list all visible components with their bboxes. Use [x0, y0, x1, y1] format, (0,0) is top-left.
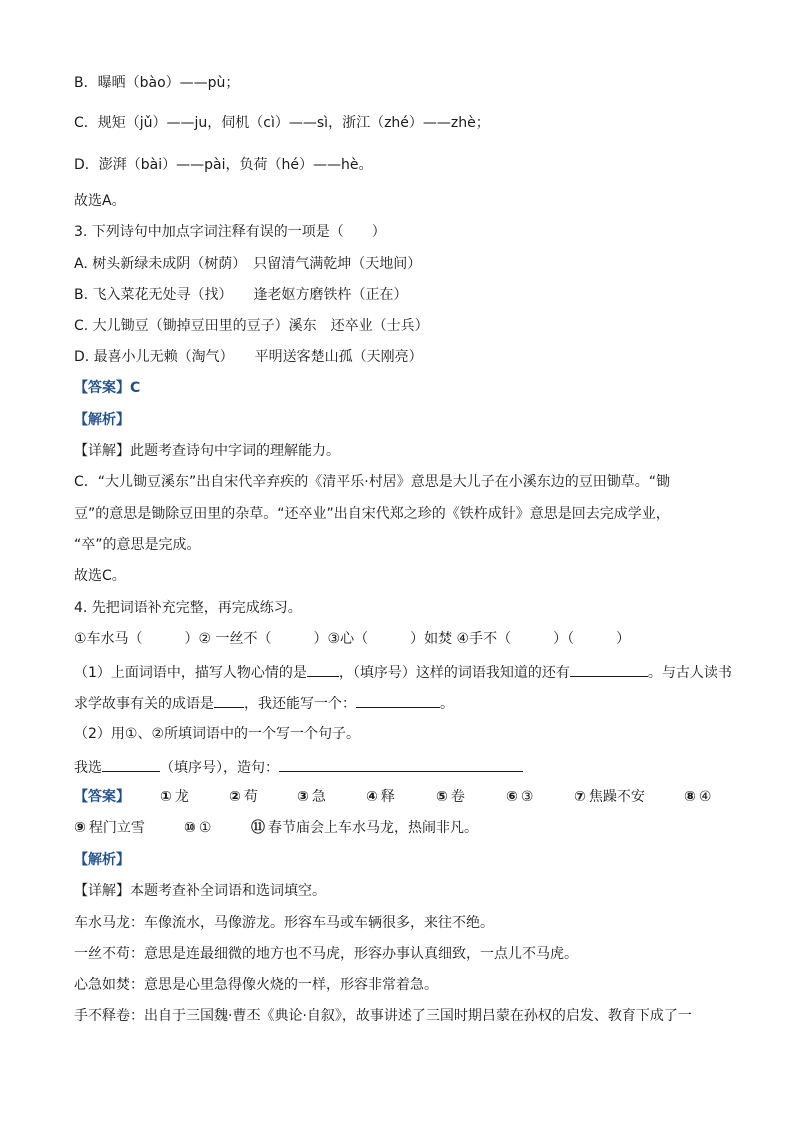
text-line: B．曝晒（bào）——pù； [74, 75, 240, 91]
blank-field [279, 756, 523, 772]
question-3: 3. 下列诗句中加点字词注释有误的一项是（ ） [74, 224, 386, 240]
answer-item: ⑦ 焦躁不安 [574, 789, 645, 805]
blank-field [570, 661, 648, 677]
answer-item: ② 苟 [229, 789, 258, 805]
text-line: C．“大儿锄豆溪东”出自宋代辛弃疾的《清平乐·村居》意思是大儿子在小溪东边的豆田锄草。“锄 [74, 474, 670, 490]
text-line: C．规矩（jǔ）——ju，伺机（cì）——sì，浙江（zhé）——zhè； [74, 115, 490, 131]
text-line: 豆”的意思是锄除豆田里的杂草。“还卒业”出自宋代郑之珍的《铁杵成针》意思是回去完成学业， [74, 506, 670, 522]
blank-field [307, 661, 339, 677]
fill-words: ①车水马（ ）② 一丝不（ ）③心（ ）如焚 ④手不（ ）（ ） [74, 631, 631, 647]
blank-field [214, 692, 244, 708]
answer-row-1 [74, 787, 712, 807]
q2-text: （填序号），造句： [160, 760, 279, 776]
q1-text: 。与古人读书 [647, 665, 732, 681]
q1-text: ，我还能写一个： [244, 696, 356, 712]
answer-label: 【答案】C [74, 380, 141, 396]
q1-text: （1）上面词语中，描写人物心情的是 [74, 665, 307, 681]
text-line: 故选C。 [74, 568, 126, 584]
analysis-line: 车水马龙：车像流水，马像游龙。形容车马或车辆很多，来往不绝。 [74, 915, 494, 931]
answer-item: ④ 释 [366, 789, 395, 805]
option-d: D. 最喜小儿无赖（淘气） 平明送客楚山孤（天刚亮） [74, 349, 423, 365]
analysis-line: 一丝不苟：意思是连最细微的地方也不马虎，形容办事认真细致，一点儿不马虎。 [74, 946, 578, 962]
option-a: A. 树头新绿未成阴（树荫） 只留清气满乾坤（天地间） [74, 256, 422, 272]
q1-text: 。 [440, 696, 454, 712]
answer-item: ① 龙 [160, 789, 189, 805]
q1-line-1 [74, 661, 732, 683]
answer-item: ⑨ 程门立雪 [74, 820, 145, 836]
q1-text: 求学故事有关的成语是 [74, 696, 214, 712]
option-c: C. 大儿锄豆（锄掉豆田里的豆子）溪东 还卒业（士兵） [74, 318, 429, 334]
answer-item: ③ 急 [297, 789, 326, 805]
q1-line-2 [74, 692, 454, 714]
answer-item: ⑤ 卷 [436, 789, 465, 805]
answer-item: ⑪ 春节庙会上车水马龙，热闹非凡。 [251, 820, 478, 836]
blank-field [102, 756, 160, 772]
analysis-line: 心急如焚：意思是心里急得像火烧的一样，形容非常着急。 [74, 977, 438, 993]
analysis-label: 【解析】 [74, 412, 130, 428]
answer-item: ⑥ ③ [506, 789, 534, 805]
answer-label: 【答案】 [74, 789, 130, 805]
text-line: “卒”的意思是完成。 [74, 537, 201, 553]
analysis-line: 【详解】本题考查补全词语和选词填空。 [74, 883, 326, 899]
option-b: B. 飞入菜花无处寻（找） 逢老妪方磨铁杵（正在） [74, 287, 408, 303]
answer-row-2 [74, 818, 478, 838]
text-line: 故选A。 [74, 193, 126, 209]
text-line: 【详解】此题考查诗句中字词的理解能力。 [74, 443, 340, 459]
analysis-line: 手不释卷：出自于三国魏·曹丕《典论·自叙》，故事讲述了三国时期吕蒙在孙权的启发、教育下成了一 [74, 1008, 692, 1024]
q1-text: ，（填序号）这样的词语我知道的还有 [338, 665, 570, 681]
answer-item: ⑩ ① [184, 820, 212, 836]
answer-item: ⑧ ④ [684, 789, 712, 805]
analysis-label: 【解析】 [74, 852, 130, 868]
question-4: 4. 先把词语补充完整，再完成练习。 [74, 600, 302, 616]
text-line: D．澎湃（bài）——pài，负荷（hé）——hè。 [74, 157, 373, 173]
q2-text: 我选 [74, 760, 102, 776]
q2-fill [74, 756, 523, 778]
blank-field [356, 692, 440, 708]
q2-line: （2）用①、②所填词语中的一个写一个句子。 [74, 726, 361, 742]
